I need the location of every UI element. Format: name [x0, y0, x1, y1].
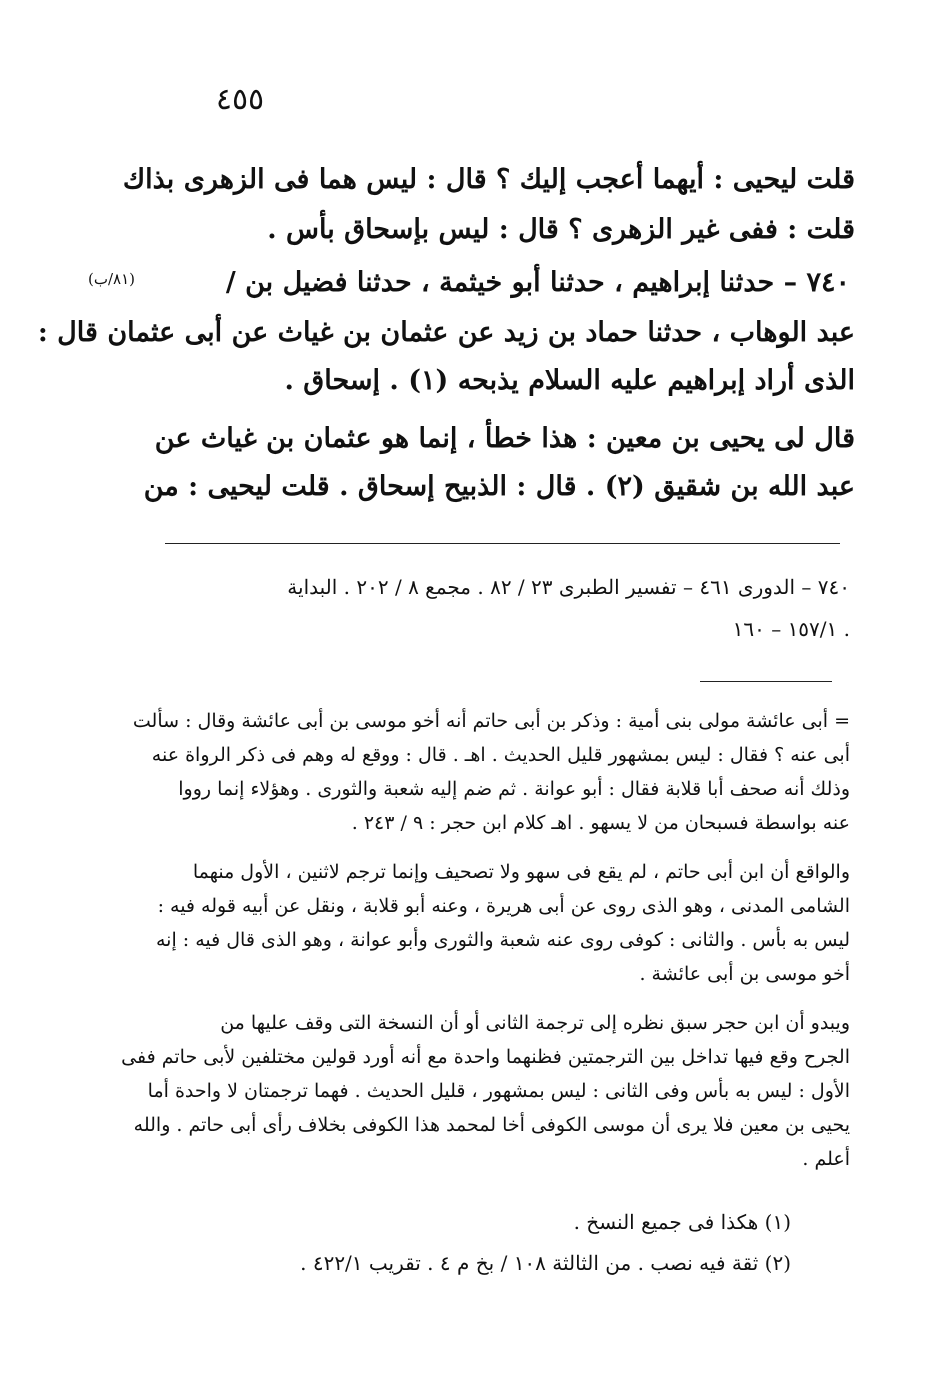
commentary-line: الجرح وقع فيها تداخل بين الترجمتين فظنهما واحدة مع أنه أورد قولين مختلفين لأبى حاتم ففى	[121, 1046, 850, 1068]
manuscript-folio-ref: (٨١/ب)	[88, 270, 136, 288]
commentary-line: والواقع أن ابن أبى حاتم ، لم يقع فى سهو ولا تصحيف وإنما ترجم لاثنين ، الأول منهما	[192, 861, 850, 883]
commentary-line: ويبدو أن ابن حجر سبق نظره إلى ترجمة الثانى أو أن النسخة التى وقف عليها من	[220, 1012, 850, 1034]
footnote-740-line: ٧٤٠ – الدورى ٤٦١ – تفسير الطبرى ٢٣ / ٨٢ . مجمع ٨ / ٢٠٢ . البداية	[287, 575, 850, 599]
main-text-line: عبد الله بن شقيق (٢) . قال : الذبيح إسحاق . قلت ليحيى : من	[143, 471, 855, 502]
commentary-line: ليس به بأس . والثانى : كوفى روى عنه شعبة والثورى وأبو عوانة ، وهو الذى قال فيه : إنه	[155, 929, 850, 951]
main-text-line: قال لى يحيى بن معين : هذا خطأ ، إنما هو عثمان بن غياث عن	[154, 423, 855, 454]
main-text-line: الذى أراد إبراهيم عليه السلام يذبحه (١) . إسحاق .	[284, 365, 855, 396]
footnote-740-line: ١٥٧/١ – ١٦٠ .	[732, 617, 850, 641]
commentary-line: الأول : ليس به بأس وفى الثانى : ليس بمشهور ، قليل الحديث . فهما ترجمتان لا واحدة أما	[147, 1080, 850, 1102]
commentary-line: = أبى عائشة مولى بنى أمية : وذكر بن أبى حاتم أنه أخو موسى بن أبى عائشة وقال : سألت	[132, 710, 850, 732]
commentary-line: وذلك أنه صحف أبا قلابة فقال : أبو عوانة . ثم ضم إليه شعبة والثورى . وهؤلاء إنما رووا	[178, 778, 850, 800]
commentary-line: أعلم .	[802, 1148, 850, 1170]
main-text-line: قلت : ففى غير الزهرى ؟ قال : ليس بإسحاق بأس .	[267, 214, 855, 245]
hadith-740-heading-line: ٧٤٠ – حدثنا إبراهيم ، حدثنا أبو خيثمة ، حدثنا فضيل بن /	[225, 267, 850, 298]
page-number: ٤٥٥	[215, 82, 265, 117]
commentary-line: أخو موسى بن أبى عائشة .	[639, 963, 850, 985]
footnote-separator	[165, 543, 840, 544]
short-separator	[700, 681, 832, 682]
commentary-line: أبى عنه ؟ فقال : ليس بمشهور قليل الحديث . اهـ . قال : ووقع له وهم فى ذكر الرواة عنه	[151, 744, 850, 766]
commentary-line: يحيى بن معين فلا يرى أن موسى الكوفى أخا لمحمد هذا الكوفى بخلاف رأى أبى حاتم . والله	[133, 1114, 850, 1136]
footnote-2: (٢) ثقة فيه نصب . من الثالثة ١٠٨ / بخ م ٤ . تقريب ٤٢٢/١ .	[300, 1251, 791, 1275]
commentary-line: عنه بواسطة فسبحان من لا يسهو . اهـ كلام ابن حجر : ٩ / ٢٤٣ .	[351, 812, 850, 834]
footnote-1: (١) هكذا فى جميع النسخ .	[573, 1210, 791, 1234]
main-text-line: عبد الوهاب ، حدثنا حماد بن زيد عن عثمان بن غياث عن أبى عثمان قال :	[37, 317, 855, 348]
commentary-line: الشامى المدنى ، وهو الذى روى عن أبى هريرة ، وعنه أبو قلابة ، ونقل عن أبيه قوله فيه :	[157, 895, 850, 917]
main-text-line: قلت ليحيى : أيهما أعجب إليك ؟ قال : ليس هما فى الزهرى بذاك	[122, 164, 855, 195]
